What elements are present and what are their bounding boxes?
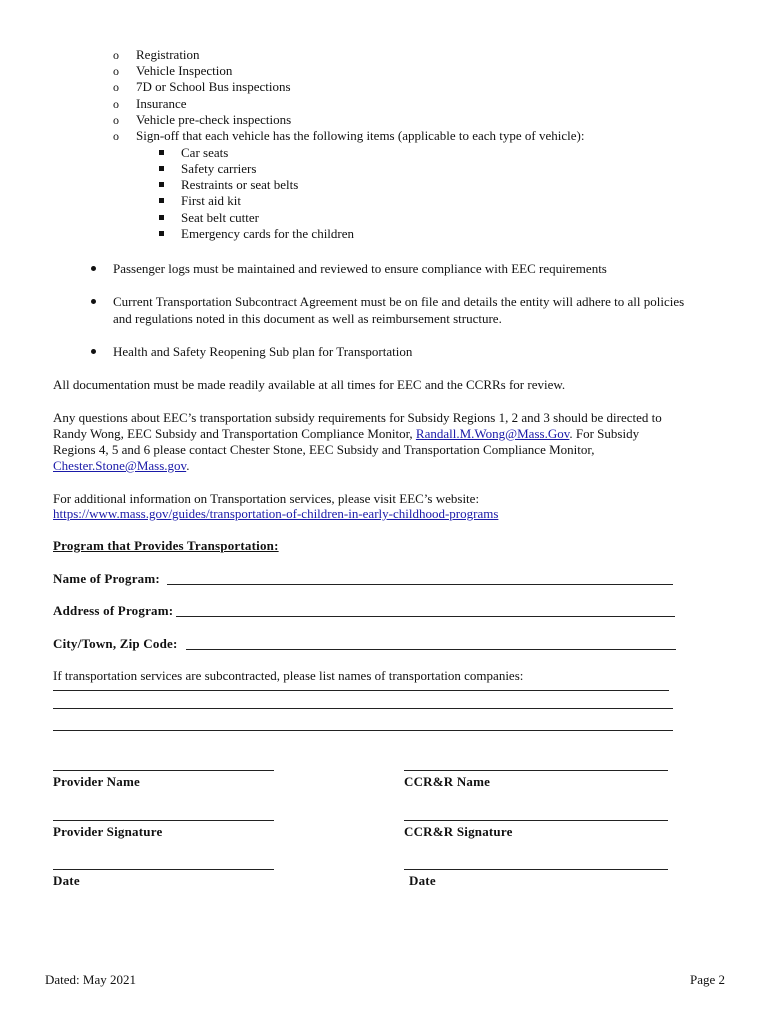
questions-line4 — [53, 458, 189, 474]
list-item: Restraints or seat belts — [181, 177, 299, 192]
email-link-stone[interactable]: Chester.Stone@Mass.gov — [53, 458, 187, 473]
square-bullet-icon — [159, 182, 164, 187]
documentation-note: All documentation must be made readily available at all times for EEC and the CCRRs for review. — [53, 377, 566, 392]
list-item: Emergency cards for the children — [181, 226, 355, 241]
bullet-subcontract-agreement-cont: and regulations noted in this document as well as reimbursement structure. — [113, 311, 502, 326]
provider-signature-label: Provider Signature — [53, 824, 163, 839]
bullet-icon — [91, 349, 96, 354]
circle-bullet-icon: o — [113, 48, 119, 62]
circle-bullet-icon: o — [113, 80, 119, 94]
provider-name-line[interactable] — [53, 770, 274, 771]
square-bullet-icon — [159, 231, 164, 236]
circle-bullet-icon: o — [113, 113, 119, 127]
ccrr-name-line[interactable] — [404, 770, 668, 771]
ccrr-date-line[interactable] — [404, 869, 668, 870]
address-of-program-field[interactable] — [176, 616, 675, 617]
square-bullet-icon — [159, 215, 164, 220]
city-zip-label: City/Town, Zip Code: — [53, 636, 178, 651]
bullet-health-safety: Health and Safety Reopening Sub plan for Transportation — [113, 344, 413, 359]
section-title: Program that Provides Transportation: — [53, 538, 279, 553]
info-text: For additional information on Transportation services, please visit EEC’s website: — [53, 491, 480, 506]
list-item: Safety carriers — [181, 161, 257, 176]
square-bullet-icon — [159, 166, 164, 171]
footer-dated: Dated: May 2021 — [45, 972, 136, 987]
email-link-wong[interactable]: Randall.M.Wong@Mass.Gov — [415, 426, 570, 441]
bullet-icon — [91, 299, 96, 304]
bullet-passenger-logs: Passenger logs must be maintained and reviewed to ensure compliance with EEC requirements — [113, 261, 607, 276]
transportation-website-link[interactable]: https://www.mass.gov/guides/transportation-of-children-in-early-childhood-programs — [53, 506, 499, 521]
circle-bullet-icon: o — [113, 97, 119, 111]
square-bullet-icon — [159, 198, 164, 203]
provider-signature-line[interactable] — [53, 820, 274, 821]
provider-date-line[interactable] — [53, 869, 274, 870]
subcontract-line-1[interactable] — [53, 690, 669, 691]
list-item: Insurance — [136, 96, 187, 111]
subcontract-prompt: If transportation services are subcontracted, please list names of transportation companies: — [53, 668, 524, 683]
bullet-icon — [91, 266, 96, 271]
list-item: Sign-off that each vehicle has the following items (applicable to each type of vehicle): — [136, 128, 585, 143]
questions-text: Randy Wong, EEC Subsidy and Transportation Compliance Monitor, — [53, 426, 416, 441]
ccrr-signature-line[interactable] — [404, 820, 668, 821]
list-item: Vehicle Inspection — [136, 63, 233, 78]
questions-line2 — [53, 426, 639, 442]
questions-line3: Regions 4, 5 and 6 please contact Chester Stone, EEC Subsidy and Transportation Compliance Monitor, — [53, 442, 595, 457]
ccrr-name-label: CCR&R Name — [404, 774, 491, 789]
subcontract-line-3[interactable] — [53, 730, 673, 731]
list-item: Vehicle pre-check inspections — [136, 112, 292, 127]
list-item: Registration — [136, 47, 200, 62]
circle-bullet-icon: o — [113, 64, 119, 78]
questions-text: . — [186, 458, 190, 473]
ccrr-signature-label: CCR&R Signature — [404, 824, 513, 839]
questions-line1: Any questions about EEC’s transportation subsidy requirements for Subsidy Regions 1, 2 and 3 should be directed to — [53, 410, 662, 425]
address-of-program-label: Address of Program: — [53, 603, 174, 618]
circle-bullet-icon: o — [113, 129, 119, 143]
subcontract-line-2[interactable] — [53, 708, 673, 709]
provider-date-label: Date — [53, 873, 80, 888]
city-zip-field[interactable] — [186, 649, 676, 650]
list-item: First aid kit — [181, 193, 241, 208]
list-item: 7D or School Bus inspections — [136, 79, 291, 94]
list-item: Car seats — [181, 145, 229, 160]
provider-name-label: Provider Name — [53, 774, 140, 789]
name-of-program-field[interactable] — [167, 584, 673, 585]
list-item: Seat belt cutter — [181, 210, 259, 225]
ccrr-date-label: Date — [409, 873, 436, 888]
footer-page-number: Page 2 — [690, 972, 726, 987]
bullet-subcontract-agreement: Current Transportation Subcontract Agreement must be on file and details the entity will adhere to all policies — [113, 294, 685, 309]
questions-text: . For Subsidy — [569, 426, 640, 441]
name-of-program-label: Name of Program: — [53, 571, 160, 586]
square-bullet-icon — [159, 150, 164, 155]
